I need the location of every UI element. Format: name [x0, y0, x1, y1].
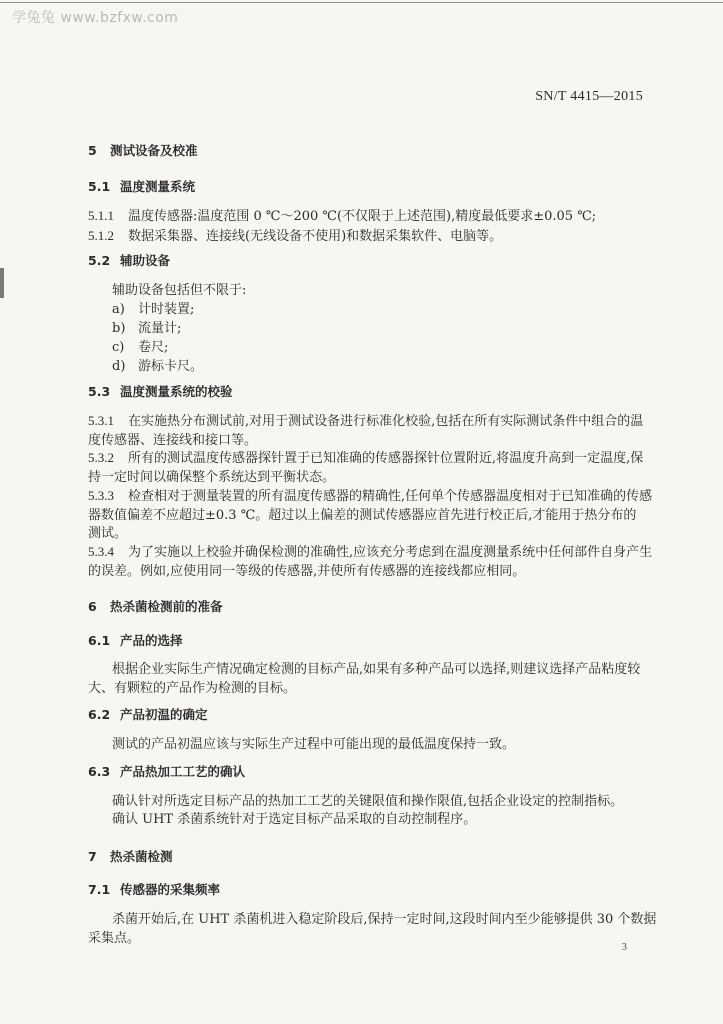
- section-6-2-heading: 6.2 产品初温的确定: [88, 707, 208, 722]
- section-6-heading: 6 热杀菌检测前的准备: [88, 599, 223, 614]
- section-6-2-text: 测试的产品初温应该与实际生产过程中可能出现的最低温度保持一致。: [112, 737, 516, 752]
- clause-5-3-2-line2: 持一定时间以确保整个系统达到平衡状态。: [88, 470, 336, 485]
- list-item: d) 游标卡尺。: [112, 359, 204, 374]
- section-6-1-line1: 根据企业实际生产情况确定检测的目标产品,如果有多种产品可以选择,则建议选择产品粘度较: [112, 662, 641, 677]
- section-5-3-heading: 5.3 温度测量系统的校验: [88, 384, 233, 399]
- clause-5-3-4-line2: 的误差。例如,应使用同一等级的传感器,并使所有传感器的连接线都应相同。: [88, 564, 526, 579]
- section-5-1-heading: 5.1 温度测量系统: [88, 179, 196, 194]
- section-5-2-heading: 5.2 辅助设备: [88, 253, 171, 268]
- section-7-1-line2: 采集点。: [88, 931, 141, 946]
- clause-5-3-1-line2: 度传感器、连接线和接口等。: [88, 433, 258, 448]
- page-number: 3: [621, 941, 627, 953]
- scan-artifact: [0, 268, 4, 298]
- section-6-1-line2: 大、有颗粒的产品作为检测的目标。: [88, 681, 297, 696]
- section-7-1-heading: 7.1 传感器的采集频率: [88, 882, 221, 897]
- clause-5-1-1: 5.1.1 温度传感器:温度范围 0 ℃～200 ℃(不仅限于上述范围),精度最低要求±0.05 ℃;: [88, 208, 597, 224]
- section-7-1-line1: 杀菌开始后,在 UHT 杀菌机进入稳定阶段后,保持一定时间,这段时间内至少能够提供 30 个数据: [112, 912, 657, 927]
- clause-5-3-3-line2: 器数值偏差不应超过±0.3 ℃。超过以上偏差的测试传感器应首先进行校正后,才能用于热分布的: [88, 508, 637, 523]
- section-5-heading: 5 测试设备及校准: [88, 143, 198, 158]
- list-item: b) 流量计;: [112, 321, 182, 336]
- section-7-heading: 7 热杀菌检测: [88, 849, 173, 864]
- section-6-1-heading: 6.1 产品的选择: [88, 633, 183, 648]
- watermark: 学兔兔 www.bzfxw.com: [12, 10, 179, 26]
- list-item: a) 计时装置;: [112, 302, 195, 317]
- clause-5-3-1-line1: 5.3.1 在实施热分布测试前,对用于测试设备进行标准化校验,包括在所有实际测试条件中组合的温: [88, 413, 644, 429]
- clause-5-3-2-line1: 5.3.2 所有的测试温度传感器探针置于已知准确的传感器探针位置附近,将温度升高到一定温度,保: [88, 450, 644, 466]
- standard-code: SN/T 4415—2015: [535, 89, 643, 104]
- clause-5-3-4-line1: 5.3.4 为了实施以上校验并确保检测的准确性,应该充分考虑到在温度测量系统中任何部件自身产生: [88, 544, 653, 560]
- clause-5-1-2: 5.1.2 数据采集器、连接线(无线设备不使用)和数据采集软件、电脑等。: [88, 228, 503, 244]
- section-6-3-line1: 确认针对所选定目标产品的热加工工艺的关键限值和操作限值,包括企业设定的控制指标。: [112, 794, 624, 809]
- section-6-3-heading: 6.3 产品热加工工艺的确认: [88, 764, 246, 779]
- clause-5-3-3-line3: 测试。: [88, 526, 128, 541]
- list-item: c) 卷尺;: [112, 340, 169, 355]
- section-5-2-intro: 辅助设备包括但不限于:: [112, 283, 247, 298]
- section-6-3-line2: 确认 UHT 杀菌系统针对于选定目标产品采取的自动控制程序。: [112, 812, 477, 827]
- clause-5-3-3-line1: 5.3.3 检查相对于测量装置的所有温度传感器的精确性,任何单个传感器温度相对于已知准确的传感: [88, 488, 653, 504]
- scan-edge-line: [0, 2, 723, 3]
